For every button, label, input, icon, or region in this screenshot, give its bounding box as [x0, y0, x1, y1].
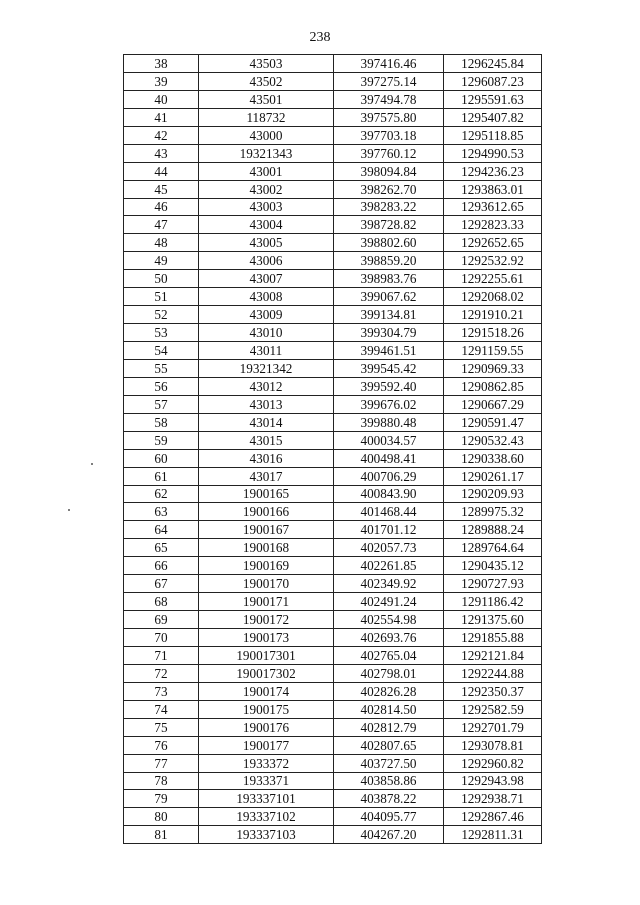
point-number-cell: 63	[124, 503, 199, 521]
x-coordinate-cell: 398094.84	[334, 162, 444, 180]
table-row	[124, 808, 542, 826]
y-coordinate-cell: 1290532.43	[444, 431, 542, 449]
point-id-cell: 1900177	[199, 736, 334, 754]
point-id-cell: 43009	[199, 306, 334, 324]
y-coordinate-cell: 1293863.01	[444, 180, 542, 198]
point-number-cell: 58	[124, 413, 199, 431]
point-id-cell: 1900165	[199, 485, 334, 503]
y-coordinate-cell: 1294990.53	[444, 144, 542, 162]
x-coordinate-cell: 399304.79	[334, 324, 444, 342]
y-coordinate-cell: 1292943.98	[444, 772, 542, 790]
y-coordinate-cell: 1295118.85	[444, 126, 542, 144]
table-row	[124, 306, 542, 324]
x-coordinate-cell: 397416.46	[334, 55, 444, 73]
y-coordinate-cell: 1292121.84	[444, 646, 542, 664]
point-id-cell: 1933372	[199, 754, 334, 772]
point-id-cell: 43001	[199, 162, 334, 180]
point-id-cell: 1900174	[199, 682, 334, 700]
table-row	[124, 503, 542, 521]
table-row	[124, 377, 542, 395]
y-coordinate-cell: 1296245.84	[444, 55, 542, 73]
x-coordinate-cell: 398859.20	[334, 252, 444, 270]
point-number-cell: 38	[124, 55, 199, 73]
table-row	[124, 252, 542, 270]
x-coordinate-cell: 399461.51	[334, 342, 444, 360]
x-coordinate-cell: 402798.01	[334, 664, 444, 682]
x-coordinate-cell: 398802.60	[334, 234, 444, 252]
point-id-cell: 43005	[199, 234, 334, 252]
x-coordinate-cell: 397494.78	[334, 90, 444, 108]
point-id-cell: 43501	[199, 90, 334, 108]
x-coordinate-cell: 399592.40	[334, 377, 444, 395]
y-coordinate-cell: 1292867.46	[444, 808, 542, 826]
scan-speck	[91, 463, 93, 465]
y-coordinate-cell: 1291375.60	[444, 611, 542, 629]
x-coordinate-cell: 402807.65	[334, 736, 444, 754]
point-id-cell: 1900171	[199, 593, 334, 611]
y-coordinate-cell: 1292811.31	[444, 826, 542, 844]
x-coordinate-cell: 402491.24	[334, 593, 444, 611]
table-row	[124, 664, 542, 682]
x-coordinate-cell: 402554.98	[334, 611, 444, 629]
y-coordinate-cell: 1290727.93	[444, 575, 542, 593]
coordinates-table	[123, 54, 542, 844]
y-coordinate-cell: 1292582.59	[444, 700, 542, 718]
y-coordinate-cell: 1292701.79	[444, 718, 542, 736]
point-number-cell: 46	[124, 198, 199, 216]
point-number-cell: 48	[124, 234, 199, 252]
table-row	[124, 413, 542, 431]
y-coordinate-cell: 1290338.60	[444, 449, 542, 467]
y-coordinate-cell: 1295407.82	[444, 108, 542, 126]
table-row	[124, 270, 542, 288]
x-coordinate-cell: 397575.80	[334, 108, 444, 126]
table-row	[124, 521, 542, 539]
x-coordinate-cell: 402261.85	[334, 557, 444, 575]
x-coordinate-cell: 402765.04	[334, 646, 444, 664]
point-number-cell: 47	[124, 216, 199, 234]
y-coordinate-cell: 1296087.23	[444, 72, 542, 90]
point-number-cell: 73	[124, 682, 199, 700]
table-row	[124, 700, 542, 718]
point-id-cell: 43015	[199, 431, 334, 449]
point-number-cell: 72	[124, 664, 199, 682]
x-coordinate-cell: 404095.77	[334, 808, 444, 826]
y-coordinate-cell: 1292960.82	[444, 754, 542, 772]
point-number-cell: 54	[124, 342, 199, 360]
x-coordinate-cell: 401701.12	[334, 521, 444, 539]
point-id-cell: 1900176	[199, 718, 334, 736]
point-id-cell: 43013	[199, 395, 334, 413]
x-coordinate-cell: 402693.76	[334, 629, 444, 647]
table-row	[124, 646, 542, 664]
table-row	[124, 108, 542, 126]
point-number-cell: 60	[124, 449, 199, 467]
y-coordinate-cell: 1292532.92	[444, 252, 542, 270]
point-id-cell: 1900169	[199, 557, 334, 575]
point-id-cell: 43014	[199, 413, 334, 431]
point-id-cell: 43004	[199, 216, 334, 234]
point-id-cell: 43000	[199, 126, 334, 144]
y-coordinate-cell: 1291186.42	[444, 593, 542, 611]
point-id-cell: 193337101	[199, 790, 334, 808]
point-id-cell: 43010	[199, 324, 334, 342]
table-row	[124, 449, 542, 467]
table-row	[124, 216, 542, 234]
point-number-cell: 66	[124, 557, 199, 575]
table-row	[124, 790, 542, 808]
point-id-cell: 43503	[199, 55, 334, 73]
point-id-cell: 43016	[199, 449, 334, 467]
table-row	[124, 395, 542, 413]
point-number-cell: 71	[124, 646, 199, 664]
y-coordinate-cell: 1292938.71	[444, 790, 542, 808]
y-coordinate-cell: 1292350.37	[444, 682, 542, 700]
y-coordinate-cell: 1290667.29	[444, 395, 542, 413]
y-coordinate-cell: 1292244.88	[444, 664, 542, 682]
point-id-cell: 19321343	[199, 144, 334, 162]
point-number-cell: 80	[124, 808, 199, 826]
point-number-cell: 78	[124, 772, 199, 790]
y-coordinate-cell: 1290209.93	[444, 485, 542, 503]
table-row	[124, 180, 542, 198]
table-row	[124, 144, 542, 162]
point-number-cell: 64	[124, 521, 199, 539]
x-coordinate-cell: 397760.12	[334, 144, 444, 162]
table-row	[124, 467, 542, 485]
table-row	[124, 90, 542, 108]
y-coordinate-cell: 1289764.64	[444, 539, 542, 557]
y-coordinate-cell: 1290261.17	[444, 467, 542, 485]
table-row	[124, 162, 542, 180]
table-row	[124, 431, 542, 449]
point-number-cell: 57	[124, 395, 199, 413]
point-id-cell: 190017301	[199, 646, 334, 664]
table-row	[124, 826, 542, 844]
x-coordinate-cell: 401468.44	[334, 503, 444, 521]
x-coordinate-cell: 397703.18	[334, 126, 444, 144]
point-id-cell: 43006	[199, 252, 334, 270]
point-number-cell: 50	[124, 270, 199, 288]
point-id-cell: 1933371	[199, 772, 334, 790]
x-coordinate-cell: 398728.82	[334, 216, 444, 234]
point-id-cell: 193337103	[199, 826, 334, 844]
x-coordinate-cell: 402057.73	[334, 539, 444, 557]
table-row	[124, 198, 542, 216]
table-row	[124, 718, 542, 736]
y-coordinate-cell: 1291855.88	[444, 629, 542, 647]
point-number-cell: 45	[124, 180, 199, 198]
x-coordinate-cell: 400706.29	[334, 467, 444, 485]
point-number-cell: 69	[124, 611, 199, 629]
point-id-cell: 43003	[199, 198, 334, 216]
point-number-cell: 52	[124, 306, 199, 324]
x-coordinate-cell: 402814.50	[334, 700, 444, 718]
table-row	[124, 629, 542, 647]
point-number-cell: 61	[124, 467, 199, 485]
point-number-cell: 67	[124, 575, 199, 593]
y-coordinate-cell: 1290435.12	[444, 557, 542, 575]
point-number-cell: 76	[124, 736, 199, 754]
x-coordinate-cell: 402826.28	[334, 682, 444, 700]
table-row	[124, 611, 542, 629]
point-number-cell: 77	[124, 754, 199, 772]
x-coordinate-cell: 404267.20	[334, 826, 444, 844]
table-row	[124, 754, 542, 772]
table-row	[124, 557, 542, 575]
point-number-cell: 59	[124, 431, 199, 449]
table-row	[124, 72, 542, 90]
point-id-cell: 1900172	[199, 611, 334, 629]
point-id-cell: 1900166	[199, 503, 334, 521]
y-coordinate-cell: 1290862.85	[444, 377, 542, 395]
point-number-cell: 41	[124, 108, 199, 126]
point-id-cell: 43502	[199, 72, 334, 90]
table-row	[124, 485, 542, 503]
point-number-cell: 81	[124, 826, 199, 844]
y-coordinate-cell: 1291159.55	[444, 342, 542, 360]
point-number-cell: 74	[124, 700, 199, 718]
x-coordinate-cell: 399067.62	[334, 288, 444, 306]
point-id-cell: 1900168	[199, 539, 334, 557]
point-id-cell: 43007	[199, 270, 334, 288]
y-coordinate-cell: 1291910.21	[444, 306, 542, 324]
x-coordinate-cell: 402349.92	[334, 575, 444, 593]
table-row	[124, 682, 542, 700]
x-coordinate-cell: 398283.22	[334, 198, 444, 216]
table-row	[124, 736, 542, 754]
y-coordinate-cell: 1293612.65	[444, 198, 542, 216]
y-coordinate-cell: 1292068.02	[444, 288, 542, 306]
y-coordinate-cell: 1289888.24	[444, 521, 542, 539]
point-id-cell: 1900167	[199, 521, 334, 539]
point-id-cell: 43017	[199, 467, 334, 485]
point-id-cell: 193337102	[199, 808, 334, 826]
point-number-cell: 56	[124, 377, 199, 395]
point-number-cell: 55	[124, 359, 199, 377]
point-number-cell: 75	[124, 718, 199, 736]
point-id-cell: 43008	[199, 288, 334, 306]
point-number-cell: 51	[124, 288, 199, 306]
point-number-cell: 65	[124, 539, 199, 557]
y-coordinate-cell: 1290969.33	[444, 359, 542, 377]
point-id-cell: 43002	[199, 180, 334, 198]
x-coordinate-cell: 402812.79	[334, 718, 444, 736]
x-coordinate-cell: 399880.48	[334, 413, 444, 431]
point-number-cell: 49	[124, 252, 199, 270]
x-coordinate-cell: 399545.42	[334, 359, 444, 377]
table-row	[124, 359, 542, 377]
point-id-cell: 190017302	[199, 664, 334, 682]
point-id-cell: 19321342	[199, 359, 334, 377]
x-coordinate-cell: 398262.70	[334, 180, 444, 198]
point-number-cell: 40	[124, 90, 199, 108]
y-coordinate-cell: 1290591.47	[444, 413, 542, 431]
y-coordinate-cell: 1292255.61	[444, 270, 542, 288]
point-number-cell: 62	[124, 485, 199, 503]
point-number-cell: 70	[124, 629, 199, 647]
x-coordinate-cell: 400034.57	[334, 431, 444, 449]
table-row	[124, 234, 542, 252]
table-row	[124, 772, 542, 790]
table-row	[124, 126, 542, 144]
point-number-cell: 43	[124, 144, 199, 162]
x-coordinate-cell: 400498.41	[334, 449, 444, 467]
point-id-cell: 1900173	[199, 629, 334, 647]
x-coordinate-cell: 400843.90	[334, 485, 444, 503]
coordinates-table-body	[124, 55, 542, 844]
y-coordinate-cell: 1294236.23	[444, 162, 542, 180]
point-id-cell: 118732	[199, 108, 334, 126]
x-coordinate-cell: 399134.81	[334, 306, 444, 324]
point-number-cell: 39	[124, 72, 199, 90]
y-coordinate-cell: 1289975.32	[444, 503, 542, 521]
page-number: 238	[309, 30, 331, 45]
table-row	[124, 324, 542, 342]
x-coordinate-cell: 403727.50	[334, 754, 444, 772]
x-coordinate-cell: 397275.14	[334, 72, 444, 90]
table-row	[124, 575, 542, 593]
y-coordinate-cell: 1293078.81	[444, 736, 542, 754]
point-number-cell: 53	[124, 324, 199, 342]
x-coordinate-cell: 398983.76	[334, 270, 444, 288]
point-id-cell: 43012	[199, 377, 334, 395]
x-coordinate-cell: 403878.22	[334, 790, 444, 808]
point-id-cell: 1900175	[199, 700, 334, 718]
table-row	[124, 593, 542, 611]
point-number-cell: 68	[124, 593, 199, 611]
x-coordinate-cell: 403858.86	[334, 772, 444, 790]
table-row	[124, 55, 542, 73]
y-coordinate-cell: 1292823.33	[444, 216, 542, 234]
table-row	[124, 539, 542, 557]
y-coordinate-cell: 1291518.26	[444, 324, 542, 342]
point-number-cell: 44	[124, 162, 199, 180]
y-coordinate-cell: 1295591.63	[444, 90, 542, 108]
table-row	[124, 342, 542, 360]
scan-speck	[68, 509, 70, 511]
point-number-cell: 42	[124, 126, 199, 144]
x-coordinate-cell: 399676.02	[334, 395, 444, 413]
table-row	[124, 288, 542, 306]
point-id-cell: 43011	[199, 342, 334, 360]
point-id-cell: 1900170	[199, 575, 334, 593]
y-coordinate-cell: 1292652.65	[444, 234, 542, 252]
point-number-cell: 79	[124, 790, 199, 808]
